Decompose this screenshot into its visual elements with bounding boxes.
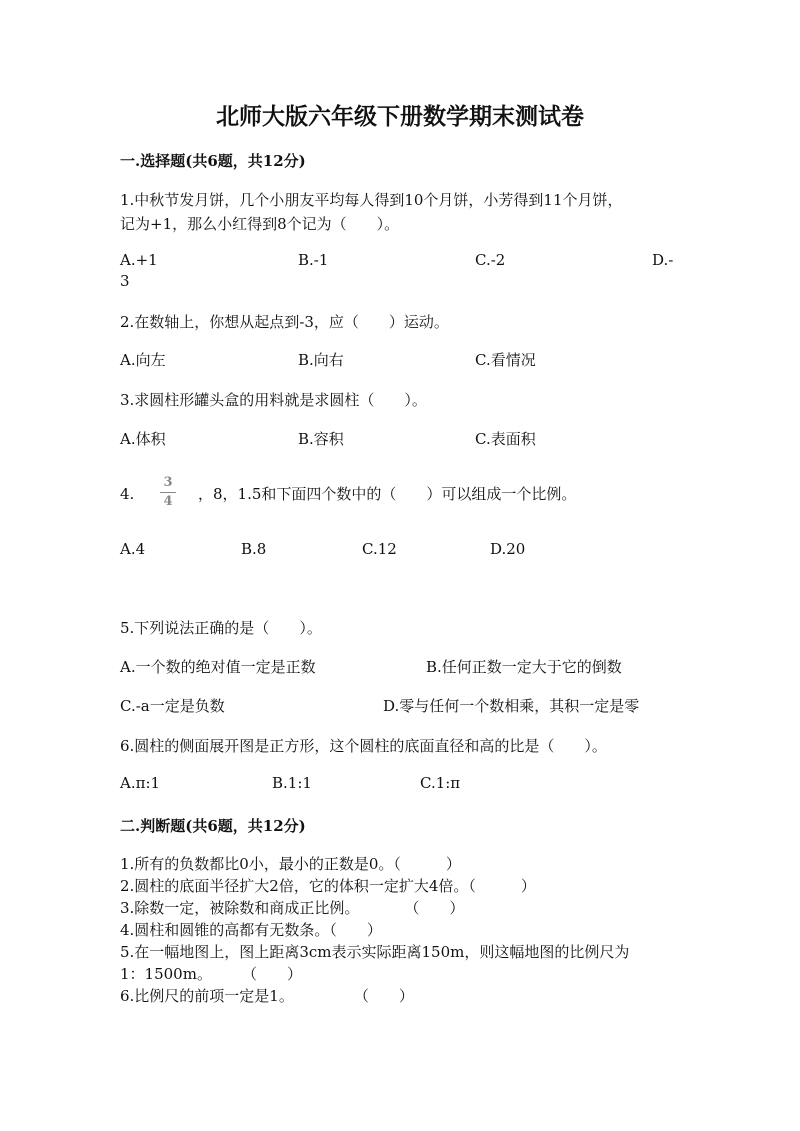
judgement-item-5-line-2: 1：1500m。 （ ） [120,965,302,983]
question-6-option-b: B.1:1 [272,774,312,792]
question-3-option-a: A.体积 [120,430,166,448]
question-5-option-a: A.一个数的绝对值一定是正数 [120,658,316,676]
question-1-option-c: C.-2 [475,251,506,269]
section-heading-judgement: 二.判断题(共6题，共12分) [120,817,306,835]
question-5-option-d: D.零与任何一个数相乘，其积一定是零 [383,697,640,715]
question-4-option-d: D.20 [490,540,526,558]
question-4-option-a: A.4 [120,540,146,558]
question-6-option-a: A.π:1 [120,774,161,792]
question-5-text: 5.下列说法正确的是（ ）。 [120,619,322,637]
question-6-text: 6.圆柱的侧面展开图是正方形，这个圆柱的底面直径和高的比是（ ）。 [120,737,607,755]
question-1-option-d-wrap: 3 [120,272,130,290]
question-5-option-c: C.-a一定是负数 [120,697,225,715]
question-4-number: 4. [120,485,135,503]
judgement-item-4: 4.圆柱和圆锥的高都有无数条。（ ） [120,921,382,939]
question-1-option-a: A.+1 [120,251,158,269]
section-heading-choice: 一.选择题(共6题，共12分) [120,152,306,170]
question-3-option-c: C.表面积 [475,430,536,448]
fraction-three-quarters [160,476,176,509]
question-1-option-d: D.- [652,251,674,269]
question-2-option-b: B.向右 [298,351,344,369]
question-4-option-b: B.8 [241,540,267,558]
question-4-option-c: C.12 [362,540,397,558]
judgement-item-5-line-1: 5.在一幅地图上，图上距离3cm表示实际距离150m，则这幅地图的比例尺为 [120,943,630,961]
question-4-text: ，8，1.5和下面四个数中的（ ）可以组成一个比例。 [198,485,577,503]
fraction-numerator: 3 [163,475,173,490]
question-6-option-c: C.1:π [420,774,461,792]
judgement-item-6: 6.比例尺的前项一定是1。 （ ） [120,987,414,1005]
judgement-item-3: 3.除数一定，被除数和商成正比例。 （ ） [120,899,465,917]
question-5-option-b: B.任何正数一定大于它的倒数 [426,658,622,676]
question-3-text: 3.求圆柱形罐头盒的用料就是求圆柱（ ）。 [120,391,427,409]
page-title: 北师大版六年级下册数学期末测试卷 [216,103,584,130]
question-2-option-c: C.看情况 [475,351,536,369]
question-1-option-b: B.-1 [298,251,329,269]
question-2-option-a: A.向左 [120,351,166,369]
question-2-text: 2.在数轴上，你想从起点到-3，应（ ）运动。 [120,313,449,331]
question-1-line-1: 1.中秋节发月饼，几个小朋友平均每人得到10个月饼，小芳得到11个月饼， [120,191,623,209]
judgement-item-2: 2.圆柱的底面半径扩大2倍，它的体积一定扩大4倍。（ ） [120,877,536,895]
fraction-denominator: 4 [163,494,173,509]
question-1-line-2: 记为+1，那么小红得到8个记为（ ）。 [120,215,400,233]
fraction-bar [160,492,176,493]
question-3-option-b: B.容积 [298,430,344,448]
judgement-item-1: 1.所有的负数都比0小，最小的正数是0。（ ） [120,855,461,873]
